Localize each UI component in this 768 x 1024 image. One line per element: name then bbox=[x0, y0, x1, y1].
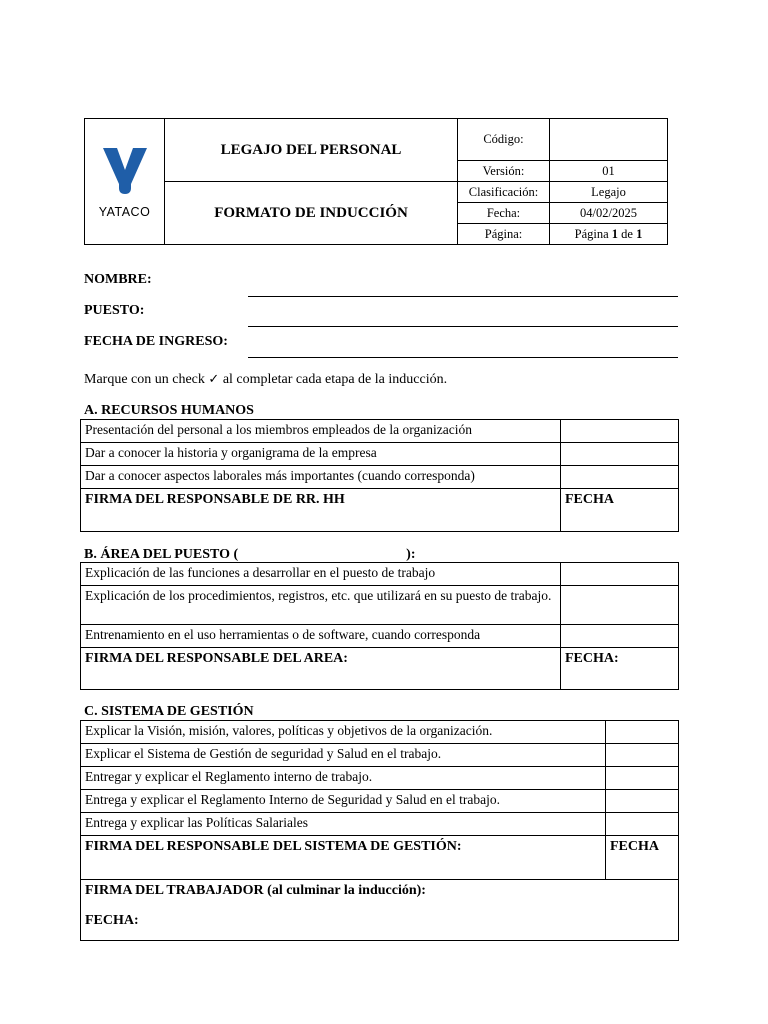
meta-label-codigo: Código: bbox=[458, 119, 550, 161]
section-a-table bbox=[80, 419, 679, 532]
meta-value-codigo bbox=[550, 119, 668, 161]
meta-value-clasificacion: Legajo bbox=[550, 182, 668, 203]
date-gestion[interactable]: FECHA bbox=[606, 836, 679, 880]
meta-label-version: Versión: bbox=[458, 161, 550, 182]
list-item: Dar a conocer aspectos laborales más importantes (cuando corresponda) bbox=[81, 466, 561, 489]
check-cell[interactable] bbox=[606, 744, 679, 767]
meta-label-fecha: Fecha: bbox=[458, 203, 550, 224]
logo-text: YATACO bbox=[98, 205, 151, 219]
check-cell[interactable] bbox=[606, 767, 679, 790]
fecha-ingreso-line[interactable] bbox=[248, 357, 678, 358]
section-c-table bbox=[80, 720, 679, 941]
list-item: Entregar y explicar el Reglamento interno de trabajo. bbox=[81, 767, 606, 790]
company-logo bbox=[85, 119, 165, 245]
section-b-title: B. ÁREA DEL PUESTO ( ): bbox=[84, 547, 416, 562]
list-item: Explicar el Sistema de Gestión de seguridad y Salud en el trabajo. bbox=[81, 744, 606, 767]
puesto-label: PUESTO: bbox=[84, 303, 145, 318]
list-item: Entrega y explicar el Reglamento Interno de Seguridad y Salud en el trabajo. bbox=[81, 790, 606, 813]
meta-value-pagina: Página 1 de 1 bbox=[550, 224, 668, 245]
document-header bbox=[84, 118, 668, 245]
instruction-text: Marque con un check ✓ al completar cada etapa de la inducción. bbox=[84, 372, 448, 387]
meta-label-clasificacion: Clasificación: bbox=[458, 182, 550, 203]
list-item: Explicación de los procedimientos, registros, etc. que utilizará en su puesto de trabajo. bbox=[81, 586, 561, 625]
check-cell[interactable] bbox=[561, 420, 679, 443]
worker-date-label: FECHA: bbox=[85, 913, 139, 928]
section-a-title: A. RECURSOS HUMANOS bbox=[84, 403, 254, 418]
check-cell[interactable] bbox=[561, 466, 679, 489]
meta-value-version: 01 bbox=[550, 161, 668, 182]
meta-label-pagina: Página: bbox=[458, 224, 550, 245]
document-title: LEGAJO DEL PERSONAL bbox=[165, 119, 458, 182]
check-cell[interactable] bbox=[606, 721, 679, 744]
check-cell[interactable] bbox=[561, 586, 679, 625]
check-cell[interactable] bbox=[561, 563, 679, 586]
puesto-line[interactable] bbox=[248, 326, 678, 327]
list-item: Entrenamiento en el uso herramientas o de software, cuando corresponda bbox=[81, 625, 561, 648]
fecha-ingreso-label: FECHA DE INGRESO: bbox=[84, 334, 228, 349]
yataco-logo-icon bbox=[95, 144, 155, 208]
meta-value-fecha: 04/02/2025 bbox=[550, 203, 668, 224]
nombre-label: NOMBRE: bbox=[84, 272, 152, 287]
check-cell[interactable] bbox=[561, 443, 679, 466]
signature-rrhh[interactable]: FIRMA DEL RESPONSABLE DE RR. HH bbox=[81, 489, 561, 532]
date-area[interactable]: FECHA: bbox=[561, 648, 679, 690]
signature-area[interactable]: FIRMA DEL RESPONSABLE DEL AREA: bbox=[81, 648, 561, 690]
section-b-table bbox=[80, 562, 679, 690]
list-item: Dar a conocer la historia y organigrama de la empresa bbox=[81, 443, 561, 466]
section-c-title: C. SISTEMA DE GESTIÓN bbox=[84, 704, 254, 719]
check-cell[interactable] bbox=[606, 790, 679, 813]
date-rrhh[interactable]: FECHA bbox=[561, 489, 679, 532]
list-item: Entrega y explicar las Políticas Salariales bbox=[81, 813, 606, 836]
worker-sign-label: FIRMA DEL TRABAJADOR (al culminar la inducción): bbox=[85, 883, 426, 898]
check-icon: ✓ bbox=[208, 372, 220, 387]
list-item: Explicación de las funciones a desarrollar en el puesto de trabajo bbox=[81, 563, 561, 586]
nombre-line[interactable] bbox=[248, 296, 678, 297]
signature-worker[interactable] bbox=[81, 880, 679, 941]
check-cell[interactable] bbox=[561, 625, 679, 648]
list-item: Explicar la Visión, misión, valores, políticas y objetivos de la organización. bbox=[81, 721, 606, 744]
list-item: Presentación del personal a los miembros empleados de la organización bbox=[81, 420, 561, 443]
signature-gestion[interactable]: FIRMA DEL RESPONSABLE DEL SISTEMA DE GESTIÓN: bbox=[81, 836, 606, 880]
document-subtitle: FORMATO DE INDUCCIÓN bbox=[165, 182, 458, 245]
check-cell[interactable] bbox=[606, 813, 679, 836]
